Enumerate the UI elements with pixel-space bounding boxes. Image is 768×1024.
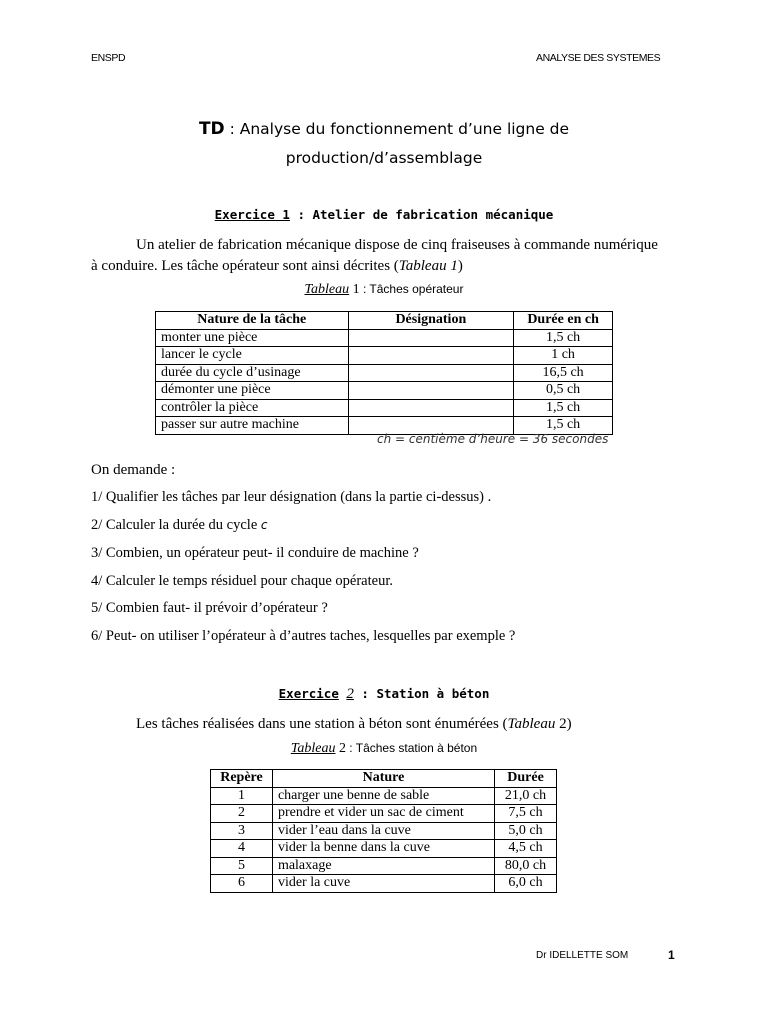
table-cell: contrôler la pièce	[156, 399, 349, 417]
table-cell	[348, 399, 514, 417]
table-cell: vider l’eau dans la cuve	[272, 822, 494, 840]
table-row	[156, 399, 613, 417]
table-cell: 3	[211, 822, 273, 840]
table-row	[156, 382, 613, 400]
table-cell: démonter une pièce	[156, 382, 349, 400]
table1-caption	[0, 282, 768, 298]
exercise2-intro-ref: Tableau	[507, 716, 556, 732]
table-cell: 80,0 ch	[495, 857, 557, 875]
question-2	[91, 517, 268, 534]
exercise2-intro-a: Les tâches réalisées dans une station à béton sont énumérées (	[136, 716, 508, 732]
question-3: 3/ Combien, un opérateur peut- il conduire de machine ?	[91, 545, 419, 561]
table-cell: vider la cuve	[272, 875, 494, 893]
table-row	[211, 787, 557, 805]
exercise1-label: Exercice 1	[214, 207, 290, 222]
table-cell: 5,0 ch	[495, 822, 557, 840]
table-row	[211, 857, 557, 875]
table-cell	[348, 364, 514, 382]
footer-author: Dr IDELLETTE SOM	[536, 950, 629, 961]
table1	[155, 311, 613, 435]
table-cell: prendre et vider un sac de ciment	[272, 805, 494, 823]
exercise2-title: : Station à béton	[353, 686, 490, 701]
question-1: 1/ Qualifier les tâches par leur désignation (dans la partie ci-dessus) .	[91, 489, 492, 505]
table2-caption	[0, 741, 768, 757]
table-cell: 1	[211, 787, 273, 805]
exercise2-intro-num: 2)	[555, 716, 572, 732]
table2-caption-text: : Tâches station à béton	[345, 741, 478, 755]
table1-caption-num: 1	[349, 282, 360, 297]
exercise2-intro	[136, 714, 572, 735]
intro2-ref: Tableau 1	[398, 258, 458, 274]
table2-caption-word: Tableau	[290, 741, 336, 756]
intro2-b: )	[457, 258, 463, 274]
table-cell: 6	[211, 875, 273, 893]
table2-header-row	[211, 770, 557, 788]
table-row	[156, 329, 613, 347]
question-6: 6/ Peut- on utiliser l’opérateur à d’autres taches, lesquelles par exemple ?	[91, 628, 516, 644]
table-cell	[348, 382, 514, 400]
exercise1-intro-line2	[91, 256, 691, 277]
table-row	[156, 347, 613, 365]
table-cell: monter une pièce	[156, 329, 349, 347]
table2-header: Repère	[211, 770, 273, 788]
table-cell: 4,5 ch	[495, 840, 557, 858]
table1-header: Durée en ch	[514, 312, 613, 330]
table-cell: malaxage	[272, 857, 494, 875]
exercise2-heading	[0, 686, 768, 703]
table-cell: 6,0 ch	[495, 875, 557, 893]
table-cell: 5	[211, 857, 273, 875]
exercise2-number: 2	[346, 686, 354, 702]
table-cell	[348, 347, 514, 365]
table2-caption-num: 2	[335, 741, 346, 756]
table-cell: passer sur autre machine	[156, 417, 349, 435]
exercise1-intro	[91, 235, 691, 277]
title-prefix: TD	[198, 119, 225, 139]
table-cell: lancer le cycle	[156, 347, 349, 365]
title-line2: production/d’assemblage	[285, 149, 483, 167]
table-cell: 2	[211, 805, 273, 823]
table1-header-row	[156, 312, 613, 330]
table-cell: 7,5 ch	[495, 805, 557, 823]
table-row	[211, 805, 557, 823]
table-cell: 1,5 ch	[514, 417, 613, 435]
question-4: 4/ Calculer le temps résiduel pour chaque opérateur.	[91, 573, 393, 589]
table-cell: 1,5 ch	[514, 399, 613, 417]
on-demande: On demande :	[91, 462, 176, 478]
table2	[210, 769, 557, 893]
table-cell: 0,5 ch	[514, 382, 613, 400]
table-cell: durée du cycle d’usinage	[156, 364, 349, 382]
exercise2-label: Exercice	[278, 686, 339, 701]
table-cell: 16,5 ch	[514, 364, 613, 382]
page-number: 1	[668, 948, 675, 962]
table-cell	[348, 329, 514, 347]
table-cell: charger une benne de sable	[272, 787, 494, 805]
table-row	[211, 822, 557, 840]
table1-note: ch = centième d’heure = 36 secondes	[377, 432, 609, 446]
table-cell: 1 ch	[514, 347, 613, 365]
page-title	[0, 115, 768, 173]
intro2-a: à conduire. Les tâche opérateur sont ainsi décrites (	[91, 258, 399, 274]
exercise1-title: : Atelier de fabrication mécanique	[289, 207, 554, 222]
title-line1: : Analyse du fonctionnement d’une ligne de	[224, 120, 570, 138]
table-cell: 21,0 ch	[495, 787, 557, 805]
question-5: 5/ Combien faut- il prévoir d’opérateur ?	[91, 600, 328, 616]
table1-caption-word: Tableau	[304, 282, 350, 297]
table2-header: Nature	[272, 770, 494, 788]
table-cell: 1,5 ch	[514, 329, 613, 347]
cycle-symbol: c	[260, 518, 268, 532]
table-row	[211, 840, 557, 858]
exercise1-heading	[0, 207, 768, 222]
table-row	[156, 364, 613, 382]
header-left: ENSPD	[91, 52, 126, 64]
table-cell: vider la benne dans la cuve	[272, 840, 494, 858]
table-cell: 4	[211, 840, 273, 858]
question-2-text: 2/ Calculer la durée du cycle	[91, 517, 261, 533]
table1-caption-text: : Tâches opérateur	[359, 282, 464, 296]
exercise1-intro-line1: Un atelier de fabrication mécanique dispose de cinq fraiseuses à commande numérique	[136, 237, 658, 253]
header-right: ANALYSE DES SYSTEMES	[536, 52, 661, 64]
table1-header: Nature de la tâche	[156, 312, 349, 330]
table2-header: Durée	[495, 770, 557, 788]
table1-header: Désignation	[348, 312, 514, 330]
table-row	[211, 875, 557, 893]
